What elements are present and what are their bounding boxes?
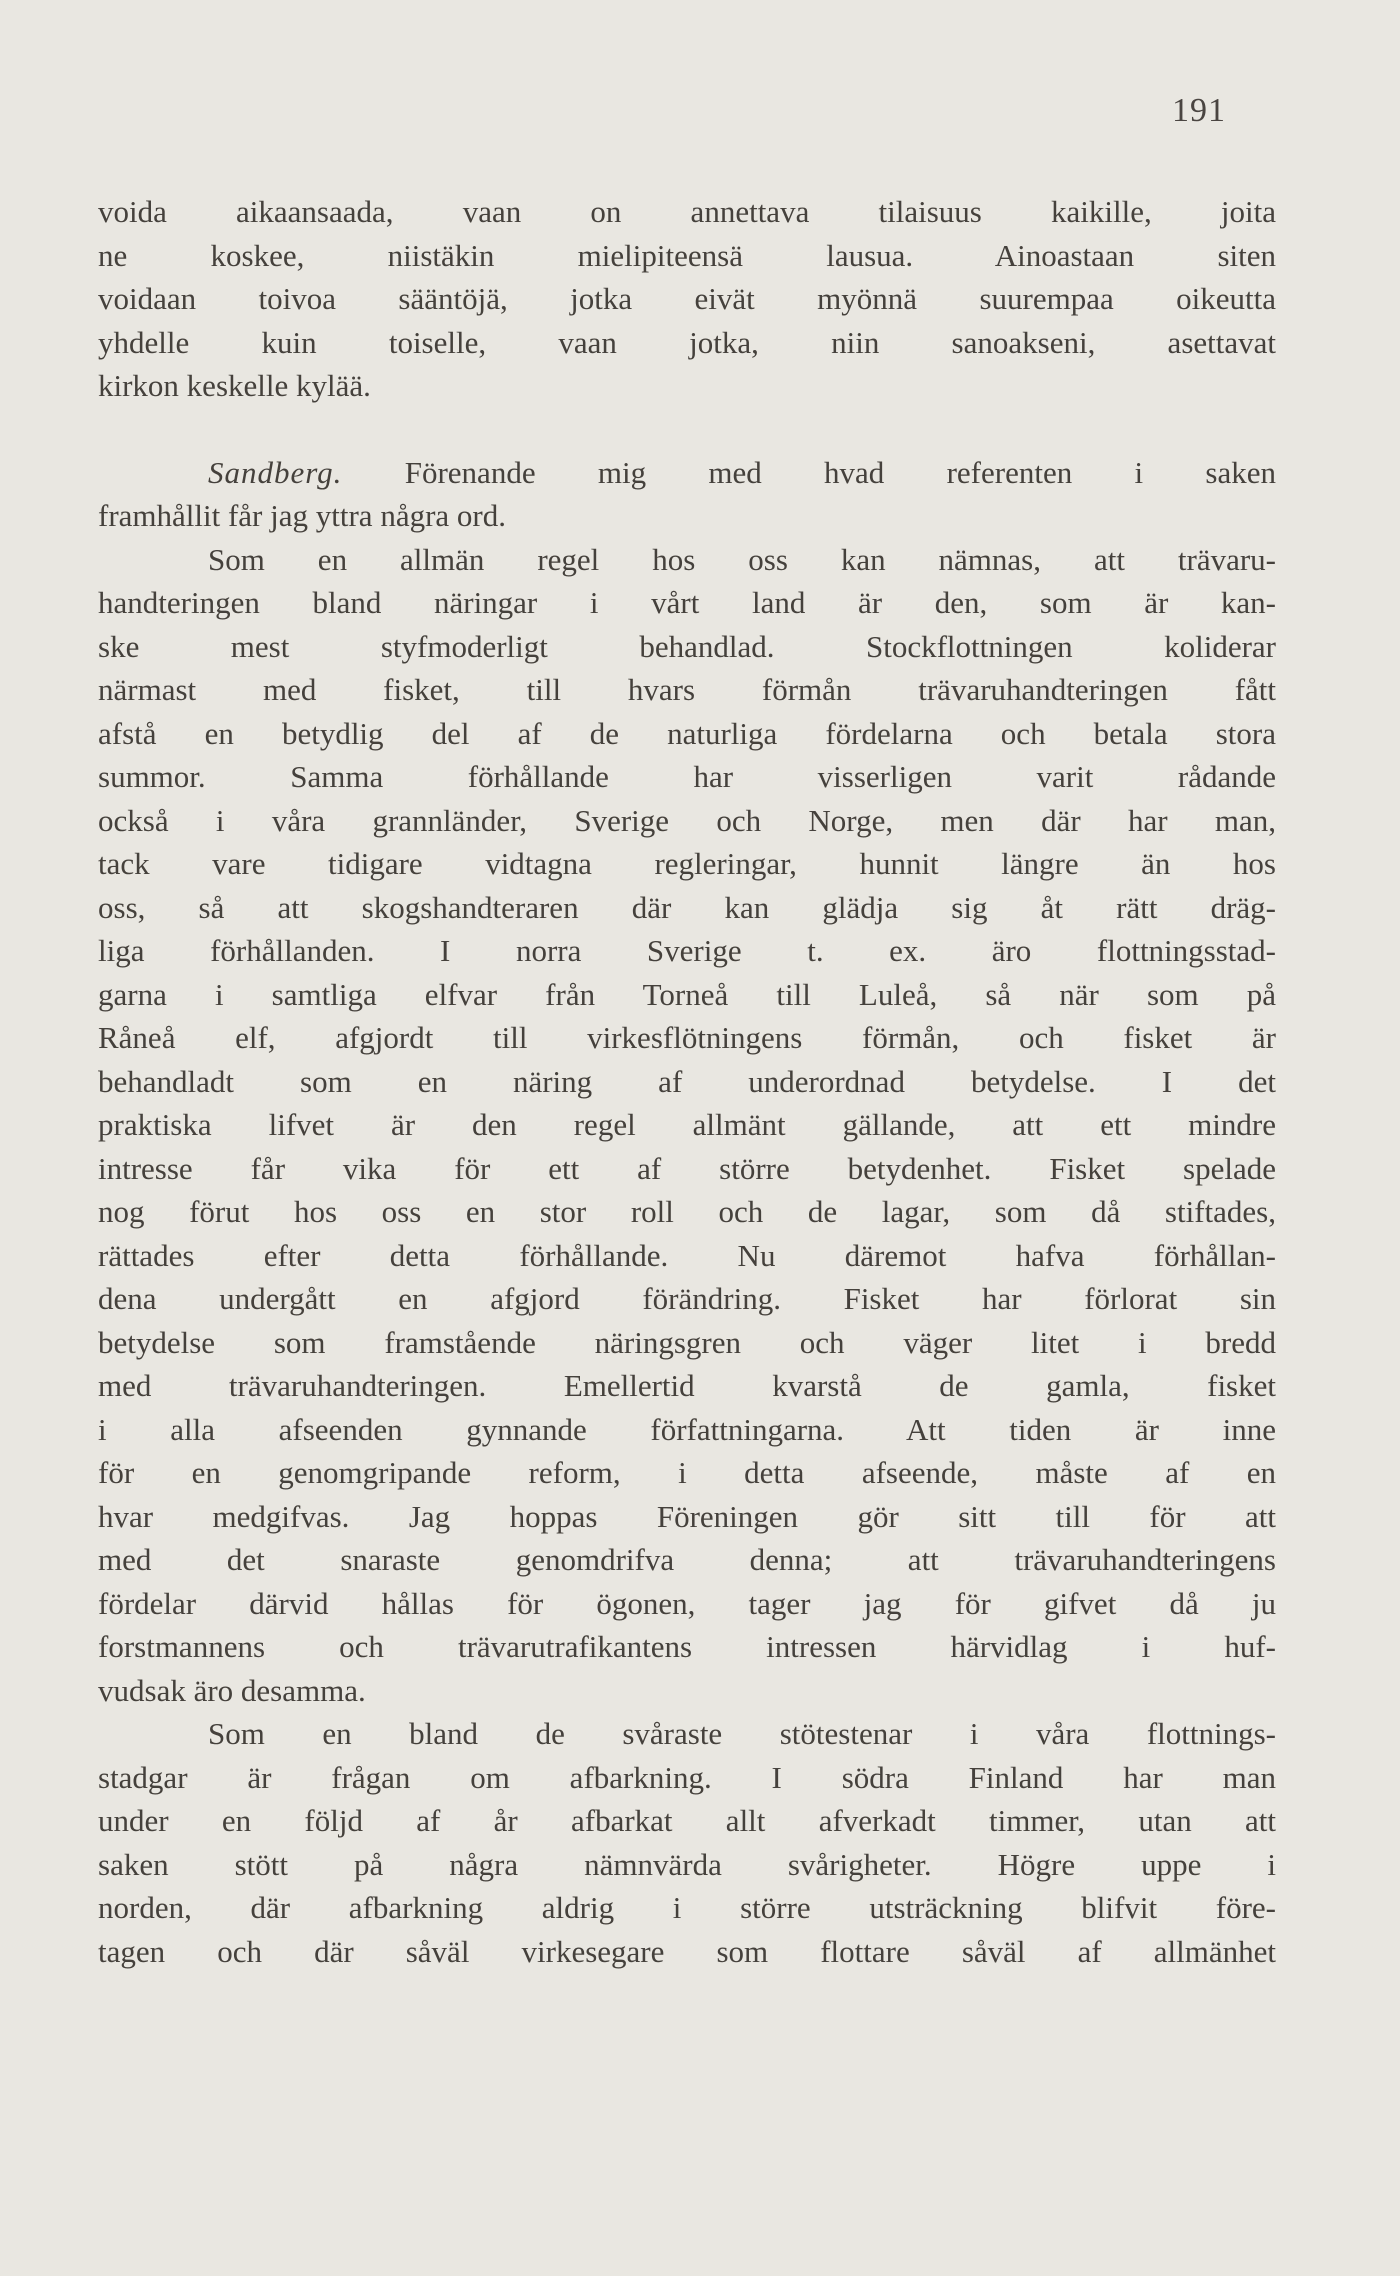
text-line: intresse får vika för ett af större betydenhet. Fisket spelade [98,1150,1276,1186]
text-line: dena undergått en afgjord förändring. Fisket har förlorat sin [98,1281,1276,1316]
text-line: betydelse som framstående näringsgren och väger litet i bredd [98,1324,1276,1360]
text-line: tack vare tidigare vidtagna regleringar, hunnit längre än hos [98,846,1276,881]
text-line: liga förhållanden. I norra Sverige t. ex. äro flottningsstad- [98,933,1276,968]
text-line: voidaan toivoa sääntöjä, jotka eivät myönnä suurempaa oikeutta [98,281,1276,316]
text-line: ne koskee, niistäkin mielipiteensä lausua. Ainoastaan siten [98,237,1276,273]
text-line: med trävaruhandteringen. Emellertid kvarstå de gamla, fisket [98,1368,1276,1403]
speaker-line-text: Förenande mig med hvad referenten i saken [404,454,1276,490]
paragraph-4 [98,1712,1276,1973]
text-line: framhållit får jag yttra några ord. [98,498,506,533]
text-line: ske mest styfmoderligt behandlad. Stockflottningen koliderar [98,628,1276,664]
speaker-name: Sandberg. [208,454,343,490]
text-line: hvar medgifvas. Jag hoppas Föreningen gör sitt till för att [98,1498,1276,1534]
text-line: kirkon keskelle kylää. [98,368,371,403]
text-line: nog förut hos oss en stor roll och de lagar, som då stiftades, [98,1194,1276,1229]
text-line: också i våra grannländer, Sverige och Norge, men där har man, [98,802,1276,838]
text-line: praktiska lifvet är den regel allmänt gällande, att ett mindre [98,1107,1276,1142]
text-line: yhdelle kuin toiselle, vaan jotka, niin sanoakseni, asettavat [98,324,1276,360]
text-line: summor. Samma förhållande har visserligen varit rådande [98,759,1276,794]
text-line: i alla afseenden gynnande författningarna. Att tiden är inne [98,1411,1276,1447]
text-line: voida aikaansaada, vaan on annettava tilaisuus kaikille, joita [98,194,1276,229]
text-line: rättades efter detta förhållande. Nu däremot hafva förhållan- [98,1237,1276,1273]
text-line: med det snaraste genomdrifva denna; att trävaruhandteringens [98,1542,1276,1577]
text-line: Som en allmän regel hos oss kan nämnas, att trävaru- [208,541,1276,577]
text-line: stadgar är frågan om afbarkning. I södra Finland har man [98,1759,1276,1795]
text-line: Råneå elf, afgjordt till virkesflötningens förmån, och fisket är [98,1020,1276,1055]
text-line: för en genomgripande reform, i detta afseende, måste af en [98,1455,1276,1490]
paragraph-1 [98,190,1276,408]
page-number: 191 [1172,92,1226,129]
text-line: norden, där afbarkning aldrig i större utsträckning blifvit före- [98,1890,1276,1925]
body-text [98,190,1276,1973]
text-line: närmast med fisket, till hvars förmån trävaruhandteringen fått [98,672,1276,707]
paragraph-gap [98,408,1276,451]
speaker-line [98,451,1276,495]
text-line: garna i samtliga elfvar från Torneå till Luleå, så när som på [98,976,1276,1012]
text-line: fördelar därvid hållas för ögonen, tager jag för gifvet då ju [98,1585,1276,1621]
text-line: Som en bland de svåraste stötestenar i våra flottnings- [208,1716,1276,1751]
text-line: under en följd af år afbarkat allt afverkadt timmer, utan att [98,1803,1276,1838]
text-line: vudsak äro desamma. [98,1672,366,1708]
paragraph-3 [98,538,1276,1713]
text-line: oss, så att skogshandteraren där kan glädja sig åt rätt dräg- [98,889,1276,925]
text-line: saken stött på några nämnvärda svårigheter. Högre uppe i [98,1846,1276,1882]
text-line: handteringen bland näringar i vårt land är den, som är kan- [98,585,1276,620]
text-line: forstmannens och trävarutrafikantens intressen härvidlag i huf- [98,1629,1276,1664]
text-line: tagen och där såväl virkesegare som flottare såväl af allmänhet [98,1933,1276,1969]
paragraph-2 [98,451,1276,538]
text-line: afstå en betydlig del af de naturliga fördelarna och betala stora [98,715,1276,751]
text-line: behandladt som en näring af underordnad betydelse. I det [98,1063,1276,1099]
